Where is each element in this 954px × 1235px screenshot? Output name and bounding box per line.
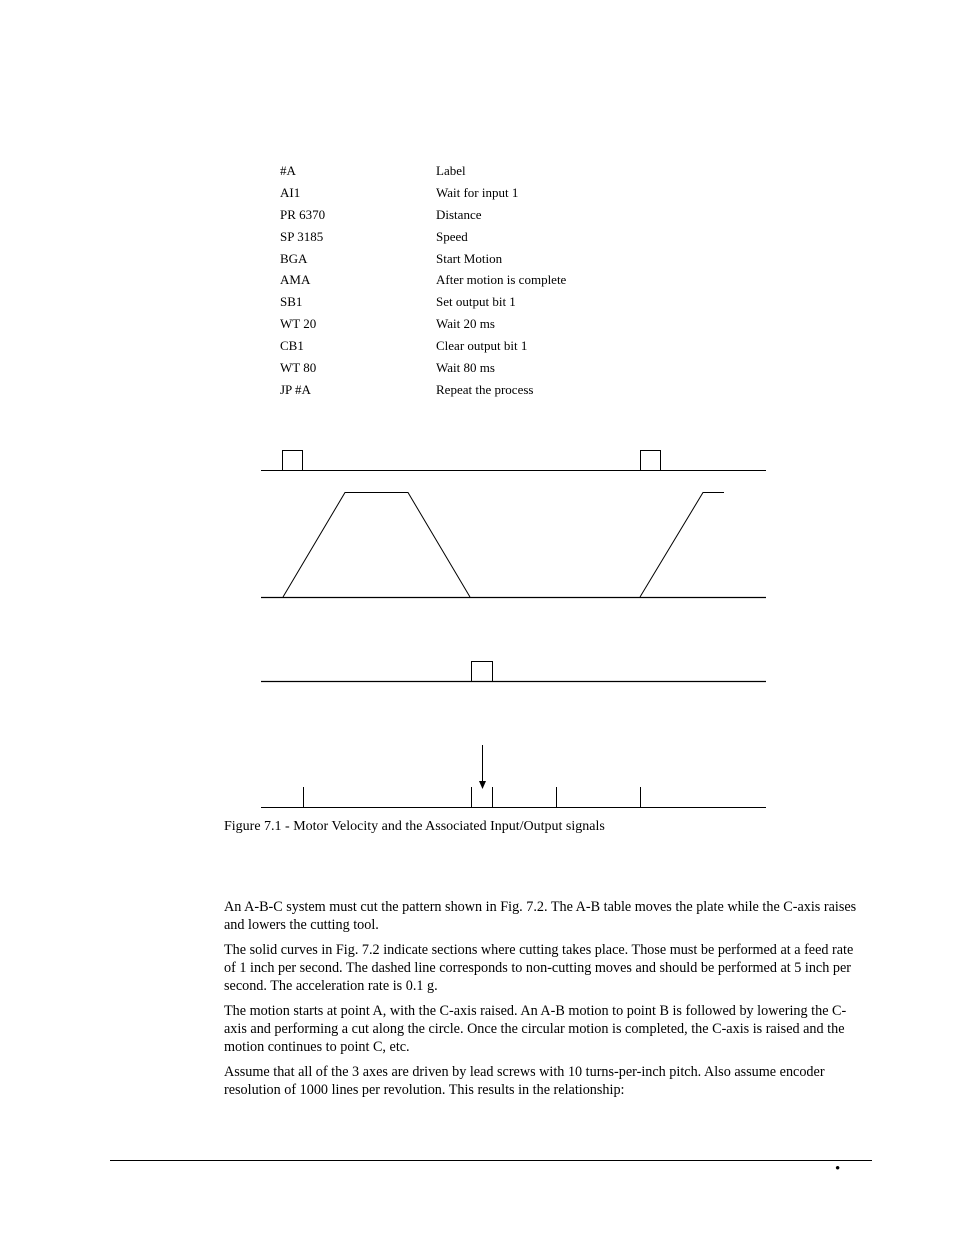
- program-comment: Clear output bit 1: [436, 338, 528, 354]
- paragraph: An A-B-C system must cut the pattern shown in Fig. 7.2. The A-B table moves the plate while the C-axis raises and lowers the cutting tool.: [224, 899, 857, 933]
- program-command: JP #A: [280, 381, 311, 397]
- output-pulse: [472, 662, 493, 682]
- program-comment: Wait 20 ms: [436, 316, 495, 332]
- program-command: SP 3185: [280, 228, 324, 244]
- program-command: CB1: [280, 338, 304, 354]
- body-text: [224, 898, 864, 1106]
- program-comment: After motion is complete: [436, 272, 567, 288]
- figure-caption: Figure 7.1 - Motor Velocity and the Associated Input/Output signals: [224, 819, 605, 834]
- next-velocity-profile: [640, 493, 724, 598]
- paragraph: The solid curves in Fig. 7.2 indicate sections where cutting takes place. Those must be performed at a feed rate of 1 inch per second. The dashed line corresponds to non-cutting moves and should be performed at 5 inch per second. The acceleration rate is 0.1 g.: [224, 942, 854, 994]
- time-axis-trace: [261, 745, 766, 808]
- program-comment: Wait for input 1: [436, 184, 519, 200]
- program-command: SB1: [280, 294, 303, 310]
- paragraph: Assume that all of the 3 axes are driven by lead screws with 10 turns-per-inch pitch. Also assume encoder resolution of 1000 lines per revolution. This results in the relationship:: [224, 1064, 825, 1098]
- program-command: #A: [280, 163, 296, 178]
- program-comment: Distance: [436, 206, 482, 222]
- program-command: AMA: [280, 272, 311, 288]
- program-command: BGA: [280, 250, 308, 266]
- program-comment: Start Motion: [436, 250, 503, 266]
- program-command: WT 80: [280, 360, 317, 376]
- program-comment: Wait 80 ms: [436, 360, 495, 376]
- input-pulse: [283, 451, 303, 471]
- program-comment: Repeat the process: [436, 381, 534, 397]
- arrow-down-icon: [479, 781, 486, 789]
- program-comment: Set output bit 1: [436, 294, 516, 310]
- paragraph: The motion starts at point A, with the C-axis raised. An A-B motion to point B is followed by lowering the C-axis and performing a cut along the circle. Once the circular motion is completed, the C-axis is raised and the motion continues to point C, etc.: [224, 1003, 847, 1055]
- program-command: AI1: [280, 184, 301, 200]
- input-pulse: [641, 451, 661, 471]
- velocity-profile-trace: [261, 493, 766, 598]
- footer-rule: [110, 1160, 872, 1161]
- footer-bullet: •: [835, 1161, 841, 1177]
- trapezoid-velocity-profile: [283, 493, 470, 598]
- program-comment: Speed: [436, 228, 468, 244]
- output-signal-trace: [261, 662, 766, 682]
- program-command: PR 6370: [280, 206, 326, 222]
- input-signal-trace: [261, 451, 766, 471]
- program-command: WT 20: [280, 316, 317, 332]
- program-comment: Label: [436, 163, 466, 178]
